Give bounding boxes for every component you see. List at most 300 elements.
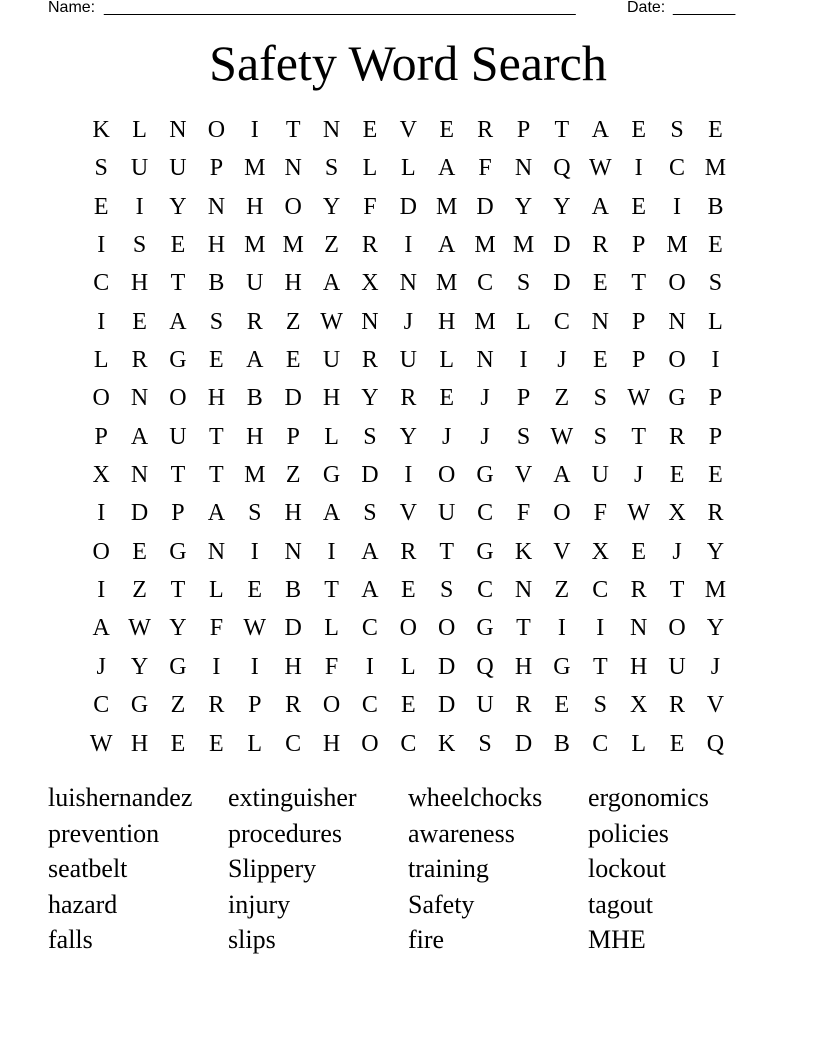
grid-letter: N	[130, 385, 149, 412]
grid-letter: R	[208, 692, 225, 719]
grid-letter: E	[209, 730, 224, 757]
grid-letter: O	[92, 385, 110, 412]
grid-letter: G	[668, 385, 686, 412]
grid-letter: E	[592, 270, 608, 297]
grid-letter: S	[593, 692, 607, 719]
grid-letter: E	[400, 692, 416, 719]
grid-letter: W	[588, 155, 612, 182]
grid-letter: P	[631, 347, 646, 374]
grid-letter: Z	[554, 577, 570, 604]
grid-letter: O	[668, 615, 686, 642]
grid-letter: E	[209, 347, 224, 374]
grid-letter: I	[250, 117, 259, 143]
grid-letter: R	[592, 232, 609, 259]
grid-letter: R	[361, 347, 378, 374]
grid-letter: B	[707, 193, 724, 220]
grid-letter: T	[592, 653, 608, 680]
word-list-item: Safety	[408, 889, 475, 919]
grid-letter: B	[208, 270, 225, 297]
grid-letter: E	[132, 538, 147, 565]
grid-letter: U	[476, 692, 494, 719]
grid-letter: Z	[285, 308, 301, 335]
grid-letter: S	[593, 423, 607, 450]
grid-letter: B	[553, 730, 570, 757]
grid-letter: Y	[514, 193, 533, 220]
word-list-item: prevention	[48, 818, 160, 848]
grid-letter: S	[478, 730, 492, 757]
grid-letter: L	[324, 423, 339, 450]
grid-letter: A	[361, 538, 379, 565]
grid-letter: E	[669, 730, 685, 757]
grid-letter: I	[97, 577, 106, 604]
grid-letter: E	[592, 347, 608, 374]
grid-letter: A	[438, 155, 456, 182]
grid-letter: J	[557, 347, 567, 374]
grid-letter: M	[436, 270, 458, 297]
grid-letter: L	[362, 155, 378, 182]
grid-letter: P	[516, 117, 531, 143]
word-list-item: training	[408, 854, 489, 884]
grid-letter: C	[592, 577, 609, 604]
grid-letter: R	[669, 692, 686, 719]
grid-letter: E	[554, 692, 570, 719]
grid-letter: F	[209, 615, 224, 642]
grid-letter: U	[438, 500, 456, 527]
grid-letter: S	[363, 423, 377, 450]
grid-letter: T	[554, 117, 570, 143]
grid-letter: A	[92, 615, 110, 642]
grid-letter: U	[399, 347, 417, 374]
grid-letter: V	[399, 500, 417, 527]
grid-letter: Y	[322, 193, 341, 220]
grid-letter: P	[631, 308, 646, 335]
grid-letter: V	[399, 117, 417, 143]
word-list-item: lockout	[588, 854, 666, 884]
grid-letter: F	[593, 500, 607, 527]
grid-letter: E	[631, 117, 646, 143]
word-list	[48, 780, 768, 958]
grid-letter: F	[478, 155, 492, 182]
grid-letter: P	[631, 232, 646, 259]
grid-letter: P	[708, 423, 723, 450]
grid-letter: Q	[706, 730, 725, 757]
grid-letter: F	[363, 193, 377, 220]
grid-letter: Y	[399, 423, 417, 450]
grid-letter: E	[247, 577, 263, 604]
grid-letter: H	[284, 653, 302, 680]
word-list-item: hazard	[48, 889, 118, 919]
grid-letter: C	[361, 692, 378, 719]
grid-letter: G	[553, 653, 571, 680]
grid-letter: A	[591, 193, 609, 220]
grid-letter: M	[244, 155, 266, 182]
grid-letter: O	[553, 500, 571, 527]
grid-letter: T	[631, 423, 646, 450]
grid-letter: S	[593, 385, 607, 412]
grid-letter: T	[209, 423, 224, 450]
grid-letter: L	[708, 308, 723, 335]
grid-letter: R	[361, 232, 378, 259]
grid-letter: O	[92, 538, 110, 565]
grid-letter: R	[477, 117, 494, 143]
grid-letter: Z	[132, 577, 147, 604]
grid-letter: A	[169, 308, 187, 335]
grid-letter: S	[132, 232, 147, 259]
grid-letter: O	[361, 730, 379, 757]
grid-letter: M	[244, 462, 266, 489]
grid-letter: G	[169, 538, 187, 565]
grid-letter: O	[438, 615, 456, 642]
grid-letter: N	[399, 270, 417, 297]
grid-letter: E	[132, 308, 147, 335]
grid-letter: D	[438, 692, 456, 719]
grid-letter: H	[284, 500, 302, 527]
grid-letter: G	[169, 653, 187, 680]
grid-letter: Y	[169, 615, 187, 642]
grid-letter: X	[629, 692, 648, 719]
word-list-item: fire	[408, 925, 445, 955]
grid-letter: E	[285, 347, 301, 374]
grid-letter: I	[97, 232, 106, 259]
grid-letter: Y	[706, 615, 725, 642]
grid-letter: D	[553, 232, 571, 259]
grid-letter: A	[591, 117, 609, 143]
grid-letter: R	[630, 577, 647, 604]
grid-letter: Q	[476, 653, 494, 680]
date-label: Date:	[627, 0, 666, 16]
grid-letter: S	[708, 270, 723, 297]
name-label: Name:	[48, 0, 96, 16]
grid-letter: R	[246, 308, 263, 335]
grid-letter: D	[476, 193, 494, 220]
grid-letter: W	[550, 423, 574, 450]
grid-letter: A	[553, 462, 571, 489]
grid-letter: J	[480, 423, 490, 450]
grid-letter: J	[442, 423, 452, 450]
grid-letter: S	[670, 117, 684, 143]
grid-letter: O	[438, 462, 456, 489]
grid-letter: P	[94, 423, 108, 450]
grid-letter: I	[212, 653, 221, 680]
grid-letter: R	[400, 538, 417, 565]
grid-letter: M	[436, 193, 458, 220]
grid-letter: M	[512, 232, 535, 259]
grid-letter: O	[322, 692, 341, 719]
grid-letter: P	[516, 385, 531, 412]
grid-letter: C	[93, 270, 110, 297]
grid-letter: I	[365, 653, 374, 680]
grid-letter: M	[666, 232, 688, 259]
grid-letter: V	[514, 462, 533, 489]
word-list-item: luishernandez	[48, 783, 193, 812]
grid-letter: X	[668, 500, 686, 527]
grid-letter: L	[631, 730, 646, 757]
grid-letter: S	[324, 155, 339, 182]
grid-letter: E	[708, 232, 723, 259]
grid-letter: K	[514, 538, 533, 565]
grid-letter: A	[322, 270, 341, 297]
grid-letter: W	[627, 500, 650, 527]
grid-letter: Q	[553, 155, 571, 182]
grid-letter: P	[286, 423, 300, 450]
word-list-item: awareness	[408, 818, 515, 848]
grid-letter: O	[668, 347, 686, 374]
grid-letter: D	[399, 193, 417, 220]
grid-letter: E	[400, 577, 416, 604]
grid-letter: J	[710, 653, 721, 680]
grid-letter: E	[708, 117, 723, 143]
grid-letter: L	[324, 615, 339, 642]
grid-letter: A	[322, 500, 341, 527]
grid-letter: H	[207, 385, 226, 412]
grid-letter: J	[672, 538, 682, 565]
grid-letter: I	[711, 347, 720, 374]
grid-letter: H	[514, 653, 533, 680]
grid-letter: S	[516, 270, 531, 297]
grid-letter: U	[322, 347, 341, 374]
word-list-item: extinguisher	[228, 783, 357, 812]
grid-letter: N	[514, 577, 533, 604]
grid-letter: P	[171, 500, 185, 527]
grid-letter: L	[400, 653, 416, 680]
grid-letter: H	[284, 270, 302, 297]
grid-letter: E	[708, 462, 723, 489]
grid-letter: K	[92, 117, 110, 143]
grid-letter: Z	[324, 232, 339, 259]
grid-letter: C	[669, 155, 686, 182]
grid-letter: F	[516, 500, 531, 527]
word-list-item: procedures	[228, 818, 343, 848]
grid-letter: N	[476, 347, 494, 374]
grid-letter: Y	[130, 653, 149, 680]
grid-letter: T	[439, 538, 455, 565]
grid-letter: O	[284, 193, 302, 220]
grid-letter: T	[516, 615, 531, 642]
grid-letter: B	[246, 385, 263, 412]
grid-letter: K	[438, 730, 456, 757]
grid-letter: R	[515, 692, 532, 719]
grid-letter: N	[668, 308, 686, 335]
grid-letter: J	[403, 308, 413, 335]
grid-letter: N	[322, 117, 341, 143]
grid-letter: H	[246, 193, 264, 220]
grid-letter: S	[440, 577, 454, 604]
grid-letter: N	[207, 538, 226, 565]
grid-letter: T	[170, 270, 186, 297]
grid-letter: H	[130, 270, 149, 297]
grid-letter: T	[170, 577, 186, 604]
grid-letter: P	[708, 385, 723, 412]
grid-letter: I	[404, 232, 413, 259]
grid-letter: A	[438, 232, 456, 259]
grid-letter: Z	[554, 385, 570, 412]
grid-letter: H	[322, 730, 341, 757]
grid-letter: S	[248, 500, 262, 527]
letter-grid	[82, 111, 735, 763]
grid-letter: I	[97, 308, 106, 335]
grid-letter: U	[246, 270, 264, 297]
grid-letter: S	[94, 155, 108, 182]
grid-letter: E	[631, 538, 646, 565]
grid-letter: C	[477, 500, 494, 527]
grid-letter: E	[170, 232, 186, 259]
grid-letter: R	[131, 347, 148, 374]
grid-letter: X	[591, 538, 609, 565]
grid-letter: L	[247, 730, 263, 757]
grid-letter: L	[400, 155, 416, 182]
grid-letter: T	[324, 577, 339, 604]
grid-letter: M	[474, 232, 496, 259]
grid-letter: C	[553, 308, 570, 335]
grid-letter: D	[514, 730, 533, 757]
grid-letter: M	[704, 155, 727, 182]
grid-letter: D	[284, 385, 302, 412]
grid-letter: U	[668, 653, 686, 680]
grid-letter: T	[209, 462, 224, 489]
grid-letter: H	[322, 385, 341, 412]
grid-letter: G	[322, 462, 341, 489]
grid-letter: P	[248, 692, 262, 719]
grid-letter: R	[669, 423, 686, 450]
grid-letter: H	[246, 423, 264, 450]
grid-letter: A	[207, 500, 226, 527]
grid-letter: H	[130, 730, 149, 757]
grid-letter: R	[400, 385, 417, 412]
name-field-line: _____________________________________________________	[104, 0, 576, 16]
grid-letter: O	[207, 117, 226, 143]
grid-letter: W	[627, 385, 650, 412]
grid-letter: O	[169, 385, 187, 412]
grid-letter: N	[130, 462, 149, 489]
grid-letter: E	[93, 193, 109, 220]
word-list-item: wheelchocks	[408, 783, 543, 812]
grid-letter: N	[629, 615, 648, 642]
grid-letter: G	[476, 538, 494, 565]
grid-letter: G	[130, 692, 149, 719]
grid-letter: E	[631, 193, 646, 220]
word-list-item: seatbelt	[48, 854, 128, 884]
grid-letter: V	[706, 692, 725, 719]
grid-letter: V	[553, 538, 571, 565]
page-title: Safety Word Search	[209, 35, 607, 91]
grid-letter: U	[130, 155, 149, 182]
date-field-line: _______	[673, 0, 736, 16]
grid-letter: W	[128, 615, 151, 642]
grid-letter: Y	[169, 193, 187, 220]
grid-letter: G	[476, 462, 494, 489]
grid-letter: I	[135, 193, 144, 220]
grid-letter: A	[246, 347, 264, 374]
grid-letter: L	[439, 347, 455, 374]
grid-letter: Y	[553, 193, 571, 220]
grid-letter: W	[89, 730, 113, 757]
grid-letter: M	[282, 232, 304, 259]
word-list-item: injury	[228, 889, 291, 919]
grid-letter: N	[207, 193, 226, 220]
word-list-item: MHE	[588, 925, 646, 955]
grid-letter: E	[439, 385, 455, 412]
grid-letter: N	[591, 308, 609, 335]
grid-letter: G	[169, 347, 187, 374]
grid-letter: I	[404, 462, 413, 489]
grid-letter: N	[514, 155, 533, 182]
grid-letter: A	[361, 577, 379, 604]
grid-letter: Z	[170, 692, 186, 719]
worksheet-header	[48, 0, 748, 18]
grid-letter: T	[285, 117, 301, 143]
word-list-item: ergonomics	[588, 783, 709, 812]
grid-letter: D	[438, 653, 456, 680]
grid-letter: J	[96, 653, 106, 680]
word-list-item: policies	[588, 818, 669, 848]
grid-letter: E	[669, 462, 685, 489]
grid-letter: R	[285, 692, 302, 719]
grid-letter: Z	[285, 462, 301, 489]
grid-letter: U	[591, 462, 609, 489]
grid-letter: C	[93, 692, 110, 719]
word-list-item: falls	[48, 925, 93, 955]
grid-letter: J	[480, 385, 490, 412]
grid-letter: L	[209, 577, 224, 604]
grid-letter: S	[516, 423, 531, 450]
grid-letter: C	[592, 730, 609, 757]
grid-letter: D	[130, 500, 149, 527]
grid-letter: M	[244, 232, 266, 259]
grid-letter: I	[634, 155, 643, 182]
grid-letter: C	[477, 577, 494, 604]
grid-letter: I	[97, 500, 106, 527]
grid-letter: C	[400, 730, 417, 757]
grid-letter: B	[285, 577, 302, 604]
grid-letter: H	[207, 232, 226, 259]
grid-letter: I	[596, 615, 605, 642]
grid-letter: G	[476, 615, 494, 642]
grid-letter: N	[169, 117, 187, 143]
grid-letter: U	[169, 423, 187, 450]
grid-letter: T	[170, 462, 186, 489]
grid-letter: I	[519, 347, 528, 374]
grid-letter: D	[284, 615, 302, 642]
grid-letter: J	[633, 462, 644, 489]
grid-letter: L	[132, 117, 147, 143]
grid-letter: N	[284, 538, 302, 565]
grid-letter: I	[557, 615, 566, 642]
grid-letter: L	[93, 347, 109, 374]
grid-letter: F	[324, 653, 339, 680]
grid-letter: Y	[361, 385, 379, 412]
grid-letter: M	[474, 308, 496, 335]
grid-letter: E	[362, 117, 378, 143]
grid-letter: H	[438, 308, 456, 335]
grid-letter: A	[130, 423, 149, 450]
grid-letter: W	[320, 308, 343, 335]
grid-letter: C	[285, 730, 302, 757]
grid-letter: N	[284, 155, 302, 182]
grid-letter: P	[209, 155, 224, 182]
grid-letter: I	[250, 653, 259, 680]
grid-letter: S	[363, 500, 377, 527]
grid-letter: H	[629, 653, 648, 680]
grid-letter: L	[516, 308, 531, 335]
grid-letter: U	[169, 155, 187, 182]
grid-letter: E	[170, 730, 186, 757]
grid-letter: I	[250, 538, 259, 565]
grid-letter: O	[668, 270, 686, 297]
grid-letter: C	[477, 270, 494, 297]
grid-letter: T	[631, 270, 646, 297]
grid-letter: O	[399, 615, 417, 642]
grid-letter: C	[361, 615, 378, 642]
